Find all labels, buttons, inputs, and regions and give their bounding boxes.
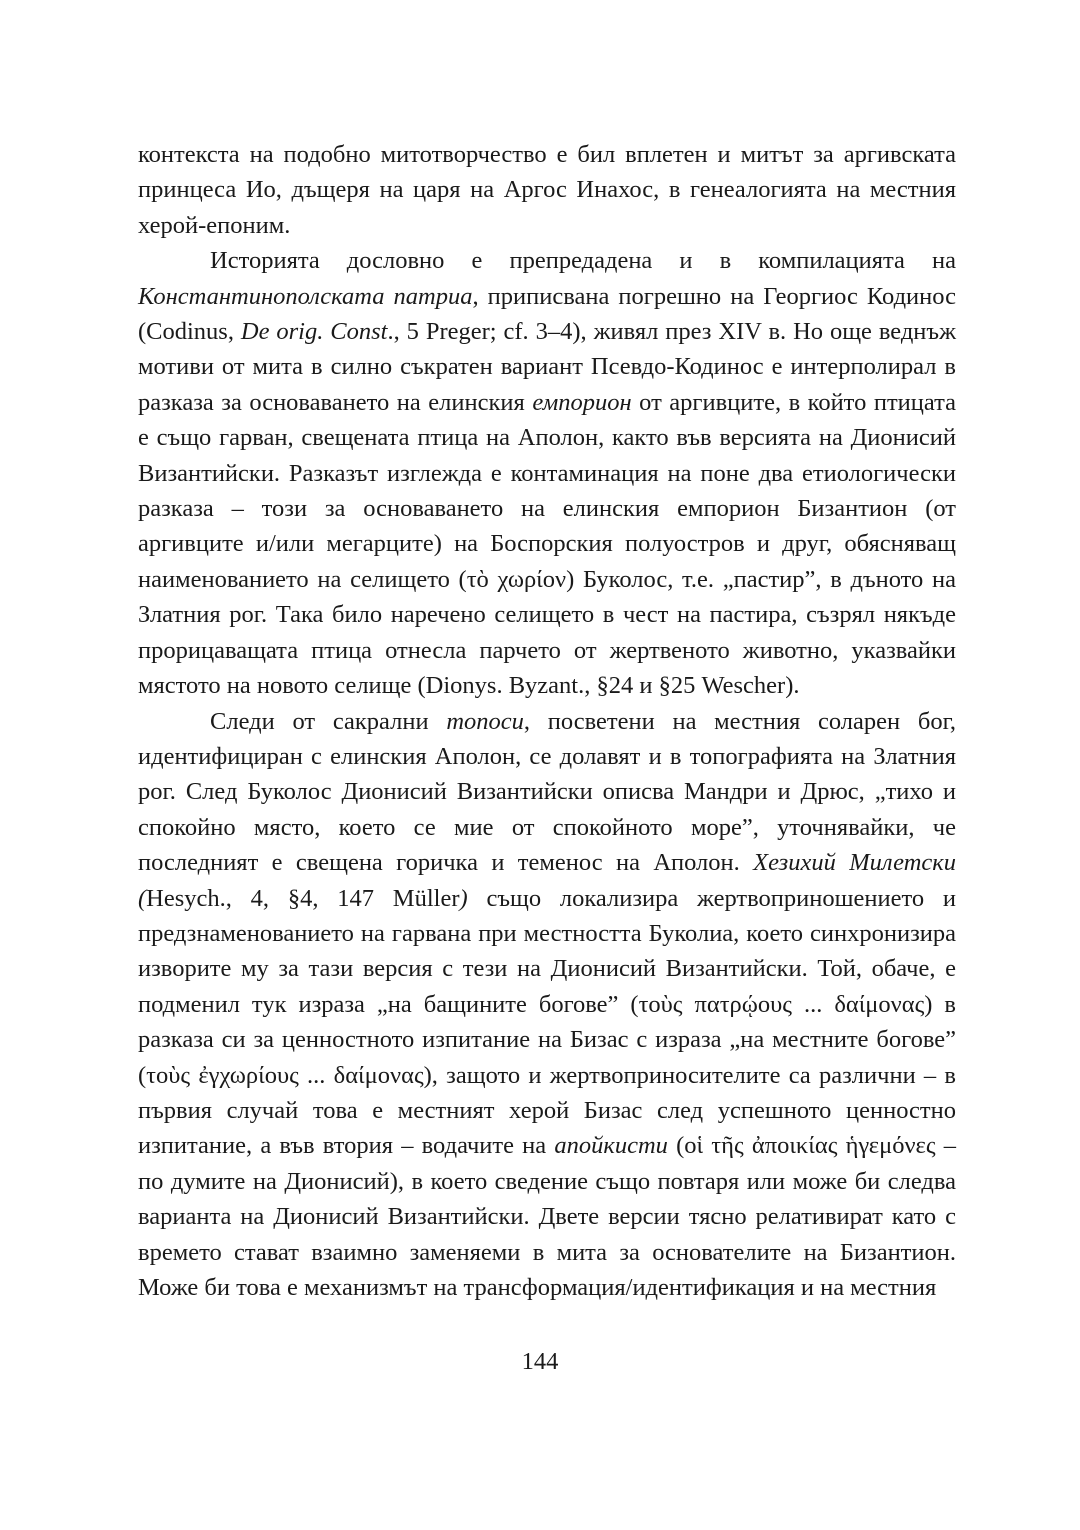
italic-run: Хезихий Милетски ( [138,849,957,912]
paragraph-3 [138,704,956,1306]
page-body [138,137,956,1305]
italic-run: апойкисти [554,1132,668,1160]
text-run: , посветени на местния соларен бог, идентифициран с елинския Аполон, се долавят и в топографията на Златния рог. След Буколос Дионисий Византийски описва Мандри и Дрюс, „тихо и спокойно място, което се мие от спокойното море”, уточнявайки, че последният е свещена горичка и теменос на Аполон. [138,707,956,877]
italic-run: De orig. Const [240,318,388,346]
italic-run: топоси [446,707,524,735]
italic-run: ) [459,884,468,912]
text-run: от аргивците, в който птицата е също гарван, свещената птица на Аполон, както във версията на Дионисий Византийски. Разказът изглежда е контаминация на поне два етиологически разказа – този за основаването на елинския емпорион Бизантион (от аргивците и/или мегарците) на Боспорския полуостров и друг, обясняващ наименованието на селището (τὸ χωρίον) Буколос, т.е. „пастир”, в дъното на Златния рог. Така било наречено селището в чест на пастира, съзрял някъде прорицаващата птица отнесла парчето от жертвеното животно, указвайки мястото на новото селище (Dionys. Byzant., §24 и §25 Wescher). [138,388,956,700]
page-number: 144 [521,1348,559,1375]
text-run: Следи от сакрални [210,707,447,735]
text-run: Hesych., 4, §4, 147 Müller [146,884,460,912]
italic-run: емпорион [532,388,632,416]
text-run: , приписвана погрешно на Георгиос Кодинос (Codinus, [138,282,957,346]
paragraph-1 [138,137,956,243]
text-run: ., 5 Preger; cf. 3–4), живял през XIV в. Но още веднъж мотиви от мита в силно съкратен вариант Псевдо-Кодинос е интерполирал в разказа за основаването на елинския [138,318,957,416]
text-run: също локализира жертвоприношението и предзнаменованието на гарвана при местността Буколиа, което синхронизира изворите му за тази версия с тези на Дионисий Византийски. Той, обаче, е подменил тук израза „на бащините богове” (τοὺς πατρῴους ... δαίμονας) в разказа си за ценностното изпитание на Бизас с израза „на местните богове” (τοὺς ἐγχωρίους ... δαίμονας), защото и жертвоприносителите са различни – в първия случай това е местният херой Бизас след успешното ценностно изпитание, а във втория – водачите на [138,884,956,1160]
text-run: Историята дословно е препредадена и в компилацията на [210,247,956,275]
paragraph-2 [138,243,956,703]
text-run: контекста на подобно митотворчество е бил вплетен и митът за аргивската принцеса Ио, дъщеря на царя на Аргос Инахос, в генеалогията на местния херой-епоним. [138,141,956,239]
italic-run: Константинополската патриа [138,282,473,310]
text-run: (οἱ τῆς ἀποικίας ἡγεμόνες – по думите на Дионисий), в което сведение също повтаря или може би следва варианта на Дионисий Византийски. Двете версии тясно релативират като с времето стават взаимно заменяеми в мита за основателите на Бизантион. Може би това е механизмът на трансформация/идентификация и на местния [138,1132,957,1301]
